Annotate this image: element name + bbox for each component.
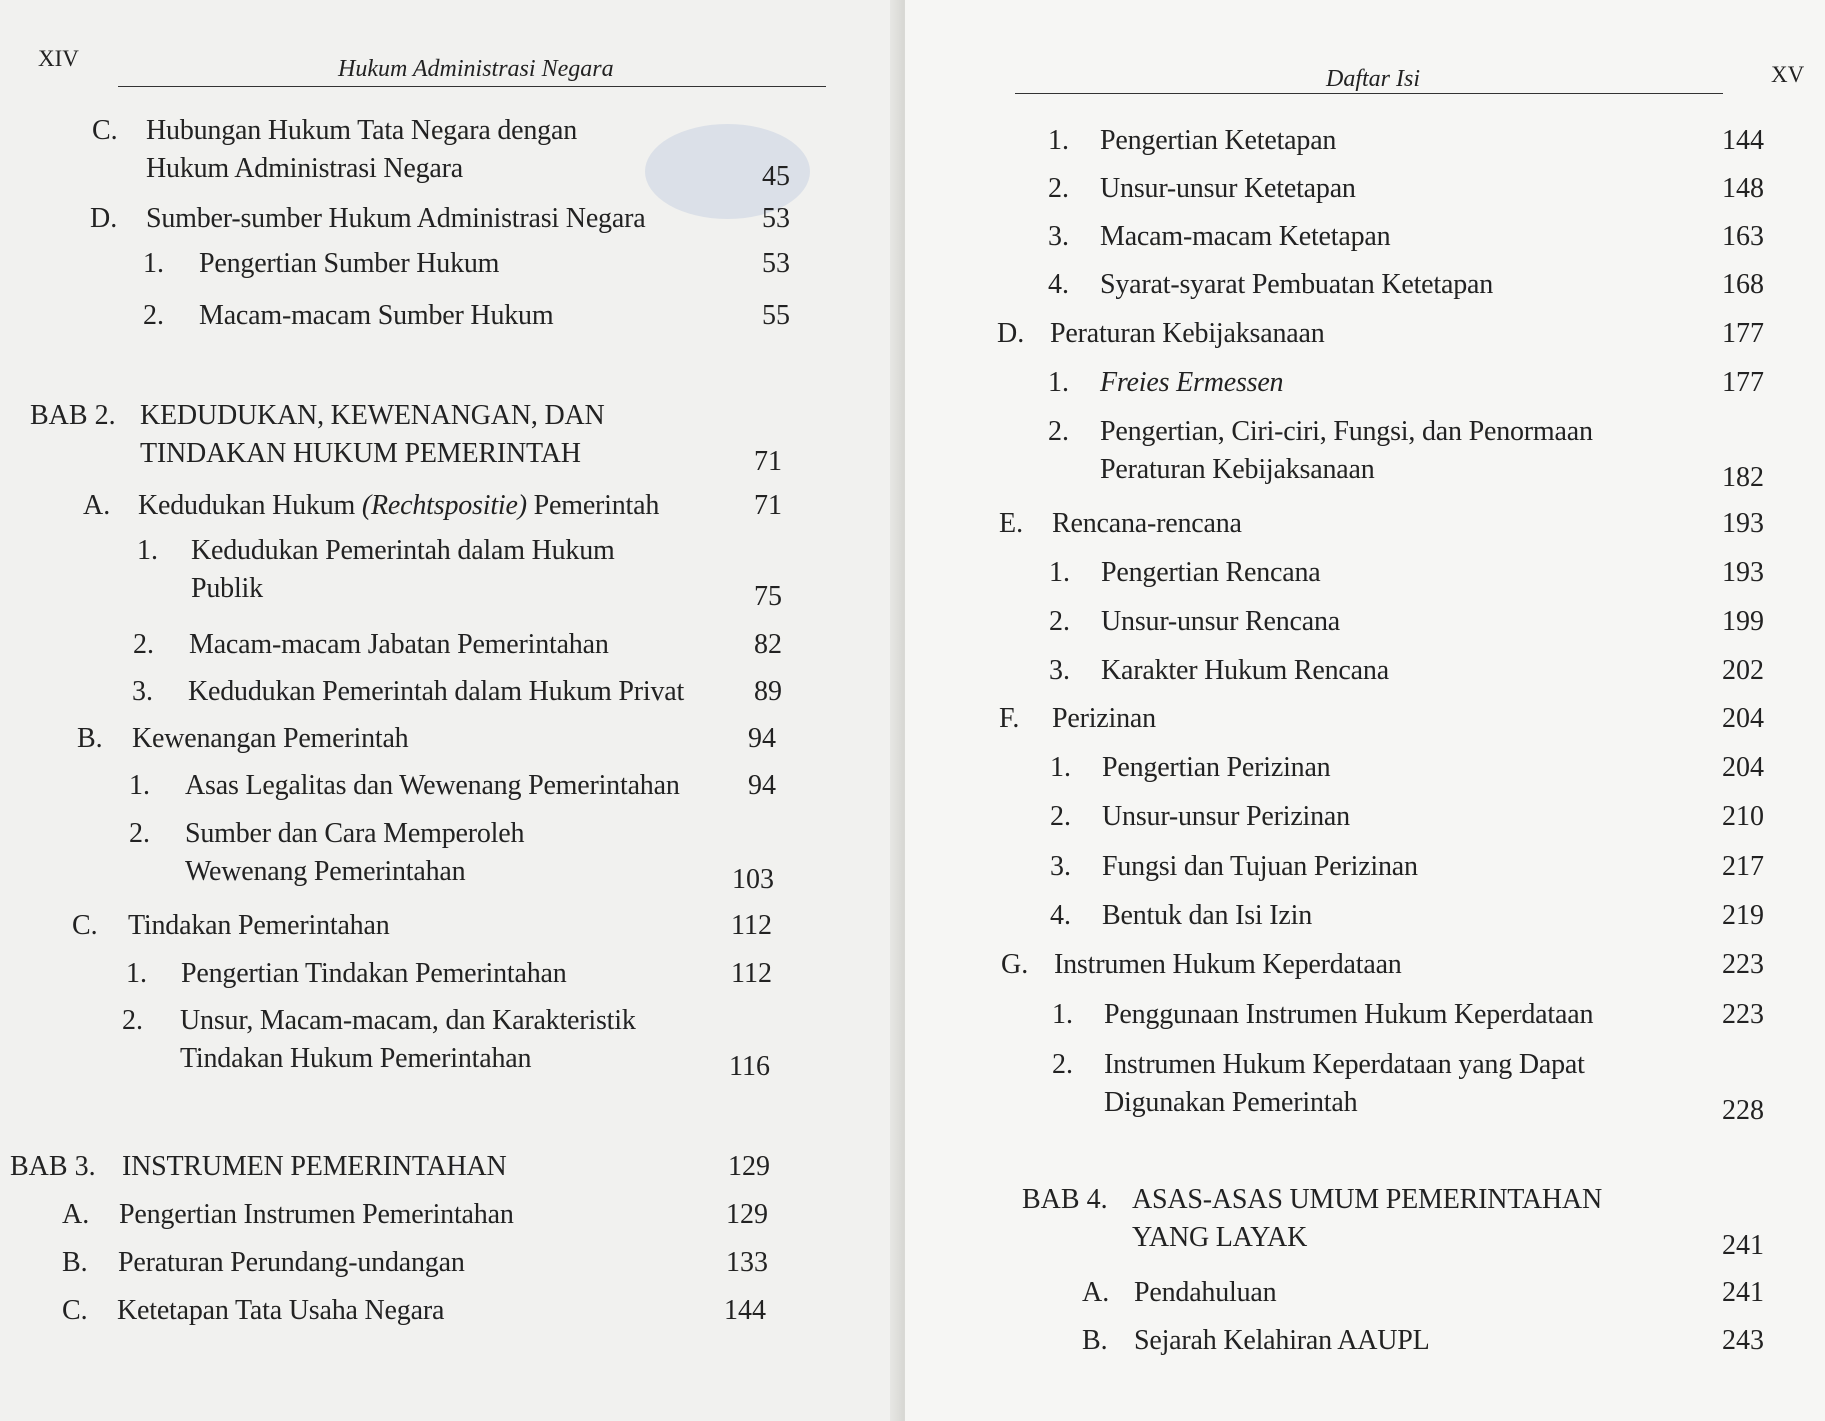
- toc-entry-page-number: 223: [1722, 949, 1764, 980]
- right-running-head: Daftar Isi: [1326, 66, 1421, 92]
- toc-entry-title: Rencana-rencana: [1052, 508, 1242, 539]
- toc-entry-page-number: 75: [754, 581, 782, 612]
- toc-entry-title: Pengertian Rencana: [1101, 557, 1321, 588]
- toc-entry-page-number: 89: [754, 676, 782, 707]
- toc-entry-title: Pengertian Perizinan: [1102, 752, 1331, 783]
- toc-entry-page-number: 223: [1722, 999, 1764, 1030]
- toc-entry-number: C.: [62, 1295, 88, 1326]
- toc-entry-number: F.: [999, 703, 1020, 734]
- toc-entry-page-number: 144: [1722, 125, 1764, 156]
- toc-entry-title: Bentuk dan Isi Izin: [1102, 900, 1313, 931]
- toc-entry-page-number: 163: [1722, 221, 1764, 252]
- toc-entry-page-number: 94: [748, 723, 776, 754]
- toc-entry-number: 3.: [1048, 221, 1069, 252]
- toc-entry-title: Pengertian Instrumen Pemerintahan: [119, 1199, 514, 1230]
- toc-entry-title: Perizinan: [1052, 703, 1156, 734]
- toc-entry-page-number: 82: [754, 629, 782, 660]
- right-folio: XV: [1771, 62, 1805, 87]
- toc-entry-page-number: 217: [1722, 851, 1764, 882]
- toc-entry-page-number: 116: [729, 1051, 770, 1082]
- toc-entry-title: Freies Ermessen: [1100, 367, 1284, 398]
- toc-entry-title: INSTRUMEN PEMERINTAHAN: [122, 1151, 507, 1182]
- toc-entry-page-number: 193: [1722, 508, 1764, 539]
- toc-entry-page-number: 55: [762, 300, 790, 331]
- toc-entry-page-number: 199: [1722, 606, 1764, 637]
- toc-entry-number: A.: [1082, 1277, 1110, 1308]
- toc-entry-page-number: 177: [1722, 367, 1764, 398]
- toc-entry-title: ASAS-ASAS UMUM PEMERINTAHAN: [1132, 1184, 1602, 1215]
- toc-entry-title: Pengertian Tindakan Pemerintahan: [181, 958, 567, 989]
- toc-entry-number: B.: [1082, 1325, 1108, 1356]
- toc-entry-title: Unsur-unsur Perizinan: [1102, 801, 1350, 832]
- toc-entry-page-number: 177: [1722, 318, 1764, 349]
- toc-entry-page-number: 112: [731, 910, 772, 941]
- toc-entry-page-number: 133: [726, 1247, 768, 1278]
- left-header-rule: [118, 86, 826, 87]
- toc-entry-title: Publik: [191, 573, 263, 604]
- toc-entry-number: 2.: [129, 818, 150, 849]
- toc-entry-number: 4.: [1050, 900, 1071, 931]
- toc-entry-title: Unsur, Macam-macam, dan Karakteristik: [180, 1005, 636, 1036]
- toc-entry-number: 1.: [1048, 367, 1069, 398]
- toc-entry-number: 1.: [1048, 125, 1069, 156]
- toc-entry-number: D.: [90, 203, 118, 234]
- toc-entry-title: Unsur-unsur Rencana: [1101, 606, 1341, 637]
- toc-entry-number: 2.: [1048, 416, 1069, 447]
- toc-entry-number: A.: [62, 1199, 90, 1230]
- toc-entry-title: Instrumen Hukum Keperdataan yang Dapat: [1104, 1049, 1585, 1080]
- toc-entry-number: C.: [92, 115, 118, 146]
- toc-entry-title: Karakter Hukum Rencana: [1101, 655, 1389, 686]
- toc-entry-page-number: 144: [724, 1295, 766, 1326]
- toc-entry-number: 1.: [126, 958, 147, 989]
- toc-entry-title: Syarat-syarat Pembuatan Ketetapan: [1100, 269, 1494, 300]
- toc-entry-page-number: 168: [1722, 269, 1764, 300]
- toc-entry-title: Macam-macam Ketetapan: [1100, 221, 1391, 252]
- toc-entry-title: Kedudukan Hukum (Rechtspositie) Pemerintah: [138, 490, 660, 521]
- toc-entry-number: E.: [999, 508, 1024, 539]
- toc-entry-number: B.: [62, 1247, 88, 1278]
- toc-entry-number: 1.: [1049, 557, 1070, 588]
- toc-entry-page-number: 71: [754, 446, 782, 477]
- toc-entry-title: Tindakan Hukum Pemerintahan: [180, 1043, 532, 1074]
- toc-entry-number: 2.: [1048, 173, 1069, 204]
- toc-entry-title: Sumber-sumber Hukum Administrasi Negara: [146, 203, 646, 234]
- toc-entry-title: Ketetapan Tata Usaha Negara: [117, 1295, 445, 1326]
- toc-entry-page-number: 182: [1722, 462, 1764, 493]
- toc-entry-page-number: 193: [1722, 557, 1764, 588]
- toc-entry-number: 3.: [132, 676, 153, 707]
- toc-entry-title: Fungsi dan Tujuan Perizinan: [1102, 851, 1418, 882]
- toc-entry-page-number: 219: [1722, 900, 1764, 931]
- toc-entry-page-number: 241: [1722, 1277, 1764, 1308]
- toc-entry-page-number: 129: [728, 1151, 770, 1182]
- toc-entry-number: A.: [83, 490, 111, 521]
- toc-entry-number: BAB 4.: [1022, 1184, 1108, 1215]
- toc-entry-page-number: 243: [1722, 1325, 1764, 1356]
- toc-entry-title: Kedudukan Pemerintah dalam Hukum Privat: [188, 676, 685, 707]
- toc-entry-page-number: 94: [748, 770, 776, 801]
- toc-entry-page-number: 103: [732, 864, 774, 895]
- toc-entry-title: Kedudukan Pemerintah dalam Hukum: [191, 535, 615, 566]
- toc-entry-title: KEDUDUKAN, KEWENANGAN, DAN: [140, 400, 605, 431]
- toc-entry-title: Asas Legalitas dan Wewenang Pemerintahan: [185, 770, 680, 801]
- left-folio: XIV: [38, 46, 79, 71]
- toc-entry-number: 1.: [1050, 752, 1071, 783]
- toc-entry-number: D.: [997, 318, 1025, 349]
- toc-entry-page-number: 129: [726, 1199, 768, 1230]
- toc-entry-title: Peraturan Kebijaksanaan: [1100, 454, 1375, 485]
- toc-entry-number: 1.: [137, 535, 158, 566]
- toc-entry-title: Pengertian Ketetapan: [1100, 125, 1337, 156]
- toc-entry-number: B.: [77, 723, 103, 754]
- left-page: [0, 0, 905, 1421]
- toc-entry-number: 2.: [143, 300, 164, 331]
- toc-entry-number: 2.: [1049, 606, 1070, 637]
- toc-entry-page-number: 210: [1722, 801, 1764, 832]
- toc-entry-number: 1.: [1052, 999, 1073, 1030]
- toc-entry-page-number: 71: [754, 490, 782, 521]
- toc-entry-title: Peraturan Kebijaksanaan: [1050, 318, 1325, 349]
- toc-entry-page-number: 202: [1722, 655, 1764, 686]
- toc-entry-number: 2.: [1050, 801, 1071, 832]
- toc-entry-number: 3.: [1050, 851, 1071, 882]
- left-running-head: Hukum Administrasi Negara: [338, 56, 614, 82]
- toc-entry-number: C.: [72, 910, 98, 941]
- toc-entry-number: G.: [1001, 949, 1029, 980]
- toc-entry-title: Hukum Administrasi Negara: [146, 153, 463, 184]
- toc-entry-title: Wewenang Pemerintahan: [185, 856, 466, 887]
- toc-entry-page-number: 241: [1722, 1230, 1764, 1261]
- toc-entry-page-number: 53: [762, 248, 790, 279]
- toc-entry-page-number: 53: [762, 203, 790, 234]
- toc-entry-number: 3.: [1049, 655, 1070, 686]
- toc-entry-page-number: 45: [762, 161, 790, 192]
- toc-entry-title: Pendahuluan: [1134, 1277, 1277, 1308]
- toc-entry-title: Sumber dan Cara Memperoleh: [185, 818, 525, 849]
- toc-entry-title: Tindakan Pemerintahan: [128, 910, 390, 941]
- toc-entry-title: Instrumen Hukum Keperdataan: [1054, 949, 1402, 980]
- toc-entry-number: 2.: [122, 1005, 143, 1036]
- toc-entry-page-number: 204: [1722, 752, 1764, 783]
- toc-entry-number: 2.: [1052, 1049, 1073, 1080]
- right-page: [905, 0, 1825, 1421]
- toc-entry-title: Hubungan Hukum Tata Negara dengan: [146, 115, 578, 146]
- toc-entry-title: Kewenangan Pemerintah: [132, 723, 409, 754]
- toc-entry-title: Macam-macam Sumber Hukum: [199, 300, 554, 331]
- toc-entry-number: 1.: [129, 770, 150, 801]
- toc-entry-page-number: 204: [1722, 703, 1764, 734]
- toc-entry-page-number: 148: [1722, 173, 1764, 204]
- toc-entry-title: TINDAKAN HUKUM PEMERINTAH: [140, 438, 581, 469]
- toc-entry-number: 1.: [143, 248, 164, 279]
- toc-entry-page-number: 228: [1722, 1095, 1764, 1126]
- toc-entry-title: Pengertian Sumber Hukum: [199, 248, 500, 279]
- toc-entry-title: Digunakan Pemerintah: [1104, 1087, 1358, 1118]
- toc-entry-title: Peraturan Perundang-undangan: [118, 1247, 465, 1278]
- toc-entry-number: 4.: [1048, 269, 1069, 300]
- toc-entry-number: BAB 2.: [30, 400, 116, 431]
- toc-entry-title: YANG LAYAK: [1132, 1222, 1308, 1253]
- toc-entry-title: Unsur-unsur Ketetapan: [1100, 173, 1356, 204]
- toc-entry-title: Macam-macam Jabatan Pemerintahan: [189, 629, 609, 660]
- toc-entry-title: Penggunaan Instrumen Hukum Keperdataan: [1104, 999, 1594, 1030]
- toc-entry-number: BAB 3.: [10, 1151, 96, 1182]
- toc-entry-page-number: 112: [731, 958, 772, 989]
- toc-entry-number: 2.: [133, 629, 154, 660]
- toc-entry-title: Sejarah Kelahiran AAUPL: [1134, 1325, 1430, 1356]
- toc-entry-title: Pengertian, Ciri-ciri, Fungsi, dan Penormaan: [1100, 416, 1593, 447]
- right-header-rule: [1015, 93, 1723, 94]
